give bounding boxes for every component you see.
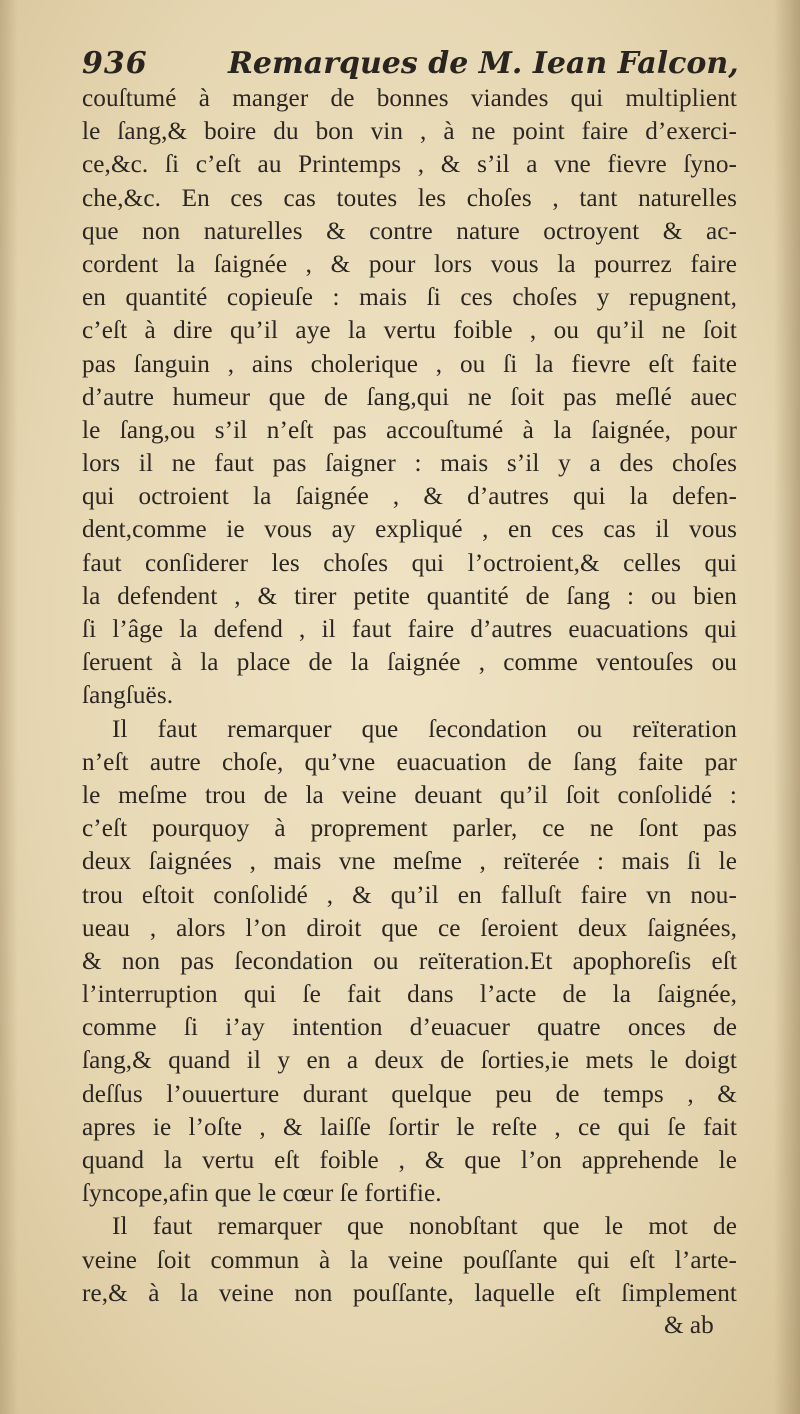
text-line: c’eſt à dire qu’il aye la vertu foible , ou qu’il ne ſoit — [82, 317, 737, 345]
page-left-edge-shadow — [0, 0, 18, 1414]
text-line: le ſang,& boire du bon vin , à ne point faire d’exerci- — [82, 118, 737, 146]
page-right-edge-shadow — [774, 0, 800, 1414]
text-line: en quantité copieuſe : mais ſi ces choſes y repugnent, — [82, 284, 737, 312]
text-line: Il faut remarquer que ſecondation ou reïteration — [112, 715, 737, 743]
text-line: pas ſanguin , ains cholerique , ou ſi la fievre eſt faite — [82, 350, 737, 378]
text-line: quand la vertu eſt foible , & que l’on apprehende le — [82, 1147, 737, 1174]
text-line: ce,&c. ſi c’eſt au Printemps , & s’il a vne fievre ſyno- — [82, 151, 737, 179]
text-line: d’autre humeur que de ſang,qui ne ſoit pas meſlé auec — [82, 383, 737, 411]
text-line: la defendent , & tirer petite quantité de ſang : ou bien — [82, 582, 737, 610]
text-line: cordent la ſaignée , & pour lors vous la pourrez faire — [82, 250, 737, 278]
text-line: couſtumé à manger de bonnes viandes qui multiplient — [82, 85, 737, 112]
text-line: trou eſtoit conſolidé , & qu’il en falluſt faire vn nou- — [82, 881, 737, 909]
text-line: le meſme trou de la veine deuant qu’il ſoit conſolidé : — [82, 781, 737, 809]
text-line: & non pas ſecondation ou reïteration.Et apophoreſis eſt — [82, 947, 737, 975]
text-line: faut conſiderer les choſes qui l’octroient,& celles qui — [82, 549, 737, 577]
text-line: deſſus l’ouuerture durant quelque peu de temps , & — [82, 1080, 737, 1108]
text-line: deux ſaignées , mais vne meſme , reïterée : mais ſi le — [82, 848, 737, 876]
text-line: c’eſt pourquoy à proprement parler, ce ne ſont pas — [82, 815, 737, 843]
text-line: lors il ne faut pas ſaigner : mais s’il y a des choſes — [82, 450, 737, 478]
text-line: ſeruent à la place de la ſaignée , comme ventouſes ou — [82, 649, 737, 677]
text-line: ueau , alors l’on diroit que ce ſeroient deux ſaignées, — [82, 914, 737, 942]
text-line: Il faut remarquer que nonobſtant que le mot de — [112, 1213, 737, 1241]
text-line: n’eſt autre choſe, qu’vne euacuation de ſang faite par — [82, 748, 737, 776]
text-line: ſangſuës. — [82, 682, 174, 710]
text-line: comme ſi i’ay intention d’euacuer quatre onces de — [82, 1014, 737, 1042]
text-line: ſyncope,afin que le cœur ſe fortifie. — [82, 1180, 442, 1208]
text-line: apres ie l’oſte , & laiſſe ſortir le reſte , ce qui ſe fait — [82, 1113, 737, 1141]
text-line: le ſang,ou s’il n’eſt pas accouſtumé à la ſaignée, pour — [82, 416, 737, 444]
text-line: dent,comme ie vous ay expliqué , en ces cas il vous — [82, 516, 737, 544]
running-head: Remarques de M. Iean Falcon, — [228, 46, 739, 81]
page-number: 936 — [82, 46, 148, 81]
text-line: veine ſoit commun à la veine pouſſante qui eſt l’arte- — [82, 1246, 737, 1274]
text-line: que non naturelles & contre nature octroyent & ac- — [82, 217, 737, 245]
catchword: & ab — [664, 1312, 714, 1339]
text-line: re,& à la veine non pouſſante, laquelle eſt ſimplement — [82, 1279, 737, 1307]
body-text — [82, 82, 737, 1310]
text-line: qui octroient la ſaignée , & d’autres qui la defen- — [82, 483, 737, 511]
text-line: che,&c. En ces cas toutes les choſes , tant naturelles — [82, 184, 737, 212]
text-line: l’interruption qui ſe fait dans l’acte de la ſaignée, — [82, 981, 737, 1009]
text-line: ſang,& quand il y en a deux de ſorties,ie mets le doigt — [82, 1047, 737, 1075]
text-line: ſi l’âge la defend , il faut faire d’autres euacuations qui — [82, 616, 737, 643]
